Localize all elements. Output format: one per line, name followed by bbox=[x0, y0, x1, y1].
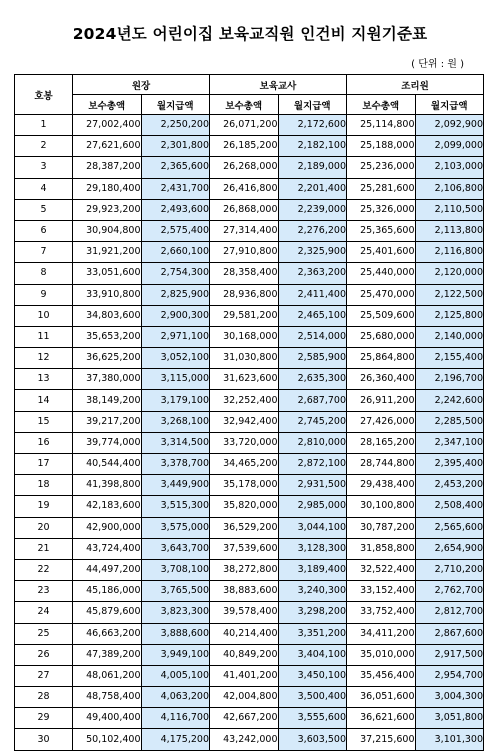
director-total-cell: 27,621,600 bbox=[73, 136, 142, 157]
director-total-cell: 42,183,600 bbox=[73, 496, 142, 517]
step-cell: 17 bbox=[15, 454, 73, 475]
teacher-monthly-cell: 3,189,400 bbox=[278, 559, 347, 580]
teacher-total-cell: 37,539,600 bbox=[210, 538, 279, 559]
director-total-cell: 30,904,800 bbox=[73, 220, 142, 241]
cook-total-cell: 25,236,000 bbox=[347, 157, 416, 178]
sub-header-monthly: 월지급액 bbox=[141, 95, 210, 115]
cook-monthly-cell: 2,710,200 bbox=[415, 559, 484, 580]
step-cell: 20 bbox=[15, 517, 73, 538]
cook-total-cell: 37,215,600 bbox=[347, 729, 416, 750]
director-monthly-cell: 2,301,800 bbox=[141, 136, 210, 157]
cook-total-cell: 30,100,800 bbox=[347, 496, 416, 517]
table-row bbox=[15, 602, 484, 623]
table-body bbox=[15, 115, 484, 751]
step-cell: 23 bbox=[15, 581, 73, 602]
cook-total-cell: 25,114,800 bbox=[347, 115, 416, 136]
cook-monthly-cell: 2,103,000 bbox=[415, 157, 484, 178]
director-monthly-cell: 3,115,000 bbox=[141, 369, 210, 390]
teacher-monthly-cell: 2,182,100 bbox=[278, 136, 347, 157]
sub-header-total: 보수총액 bbox=[73, 95, 142, 115]
director-total-cell: 50,102,400 bbox=[73, 729, 142, 750]
director-monthly-cell: 3,268,100 bbox=[141, 411, 210, 432]
teacher-total-cell: 31,030,800 bbox=[210, 348, 279, 369]
director-total-cell: 31,921,200 bbox=[73, 242, 142, 263]
cook-total-cell: 25,365,600 bbox=[347, 220, 416, 241]
step-cell: 26 bbox=[15, 644, 73, 665]
cook-total-cell: 26,911,200 bbox=[347, 390, 416, 411]
teacher-monthly-cell: 3,404,100 bbox=[278, 644, 347, 665]
table-row bbox=[15, 708, 484, 729]
step-cell: 15 bbox=[15, 411, 73, 432]
step-header: 호봉 bbox=[15, 75, 73, 115]
table-row bbox=[15, 665, 484, 686]
cook-monthly-cell: 2,196,700 bbox=[415, 369, 484, 390]
cook-total-cell: 30,787,200 bbox=[347, 517, 416, 538]
table-row bbox=[15, 581, 484, 602]
director-total-cell: 41,398,800 bbox=[73, 475, 142, 496]
cook-monthly-cell: 2,453,200 bbox=[415, 475, 484, 496]
teacher-total-cell: 26,185,200 bbox=[210, 136, 279, 157]
step-cell: 25 bbox=[15, 623, 73, 644]
director-total-cell: 45,879,600 bbox=[73, 602, 142, 623]
unit-label: ( 단위 : 원 ) bbox=[411, 59, 464, 70]
step-cell: 3 bbox=[15, 157, 73, 178]
director-monthly-cell: 3,314,500 bbox=[141, 432, 210, 453]
teacher-total-cell: 42,667,200 bbox=[210, 708, 279, 729]
step-cell: 28 bbox=[15, 687, 73, 708]
group-header-director: 원장 bbox=[73, 75, 210, 95]
cook-monthly-cell: 2,917,500 bbox=[415, 644, 484, 665]
step-cell: 7 bbox=[15, 242, 73, 263]
teacher-monthly-cell: 2,276,200 bbox=[278, 220, 347, 241]
cook-total-cell: 35,456,400 bbox=[347, 665, 416, 686]
director-total-cell: 27,002,400 bbox=[73, 115, 142, 136]
table-row bbox=[15, 729, 484, 750]
teacher-monthly-cell: 3,351,200 bbox=[278, 623, 347, 644]
teacher-monthly-cell: 2,810,000 bbox=[278, 432, 347, 453]
step-cell: 19 bbox=[15, 496, 73, 517]
director-total-cell: 29,180,400 bbox=[73, 178, 142, 199]
cook-monthly-cell: 2,116,800 bbox=[415, 242, 484, 263]
cook-monthly-cell: 2,954,700 bbox=[415, 665, 484, 686]
cook-monthly-cell: 3,051,800 bbox=[415, 708, 484, 729]
teacher-monthly-cell: 3,298,200 bbox=[278, 602, 347, 623]
table-row bbox=[15, 687, 484, 708]
table-row bbox=[15, 538, 484, 559]
step-cell: 18 bbox=[15, 475, 73, 496]
teacher-total-cell: 32,252,400 bbox=[210, 390, 279, 411]
director-total-cell: 29,923,200 bbox=[73, 199, 142, 220]
director-monthly-cell: 2,575,400 bbox=[141, 220, 210, 241]
cook-total-cell: 25,188,000 bbox=[347, 136, 416, 157]
cook-total-cell: 25,680,000 bbox=[347, 326, 416, 347]
teacher-monthly-cell: 2,931,500 bbox=[278, 475, 347, 496]
salary-table bbox=[14, 74, 484, 751]
cook-total-cell: 25,281,600 bbox=[347, 178, 416, 199]
teacher-monthly-cell: 3,500,400 bbox=[278, 687, 347, 708]
teacher-total-cell: 43,242,000 bbox=[210, 729, 279, 750]
director-monthly-cell: 4,063,200 bbox=[141, 687, 210, 708]
step-cell: 21 bbox=[15, 538, 73, 559]
teacher-total-cell: 42,004,800 bbox=[210, 687, 279, 708]
cook-total-cell: 25,326,000 bbox=[347, 199, 416, 220]
teacher-monthly-cell: 3,555,600 bbox=[278, 708, 347, 729]
cook-monthly-cell: 2,762,700 bbox=[415, 581, 484, 602]
table-row bbox=[15, 475, 484, 496]
cook-total-cell: 25,864,800 bbox=[347, 348, 416, 369]
teacher-monthly-cell: 2,585,900 bbox=[278, 348, 347, 369]
director-monthly-cell: 3,765,500 bbox=[141, 581, 210, 602]
cook-total-cell: 33,152,400 bbox=[347, 581, 416, 602]
teacher-monthly-cell: 3,603,500 bbox=[278, 729, 347, 750]
teacher-total-cell: 35,178,000 bbox=[210, 475, 279, 496]
director-total-cell: 48,758,400 bbox=[73, 687, 142, 708]
director-monthly-cell: 2,493,600 bbox=[141, 199, 210, 220]
director-monthly-cell: 3,515,300 bbox=[141, 496, 210, 517]
sub-header-total: 보수총액 bbox=[347, 95, 416, 115]
cook-monthly-cell: 2,125,800 bbox=[415, 305, 484, 326]
group-header-row bbox=[15, 75, 484, 95]
cook-monthly-cell: 2,242,600 bbox=[415, 390, 484, 411]
cook-monthly-cell: 2,092,900 bbox=[415, 115, 484, 136]
cook-monthly-cell: 2,347,100 bbox=[415, 432, 484, 453]
director-monthly-cell: 2,825,900 bbox=[141, 284, 210, 305]
table-row bbox=[15, 178, 484, 199]
director-total-cell: 45,186,000 bbox=[73, 581, 142, 602]
teacher-monthly-cell: 2,201,400 bbox=[278, 178, 347, 199]
director-monthly-cell: 2,660,100 bbox=[141, 242, 210, 263]
teacher-total-cell: 35,820,000 bbox=[210, 496, 279, 517]
teacher-total-cell: 27,314,400 bbox=[210, 220, 279, 241]
table-row bbox=[15, 242, 484, 263]
director-total-cell: 35,653,200 bbox=[73, 326, 142, 347]
director-total-cell: 33,910,800 bbox=[73, 284, 142, 305]
step-cell: 14 bbox=[15, 390, 73, 411]
table-row bbox=[15, 348, 484, 369]
teacher-total-cell: 38,883,600 bbox=[210, 581, 279, 602]
table-row bbox=[15, 263, 484, 284]
teacher-total-cell: 26,868,000 bbox=[210, 199, 279, 220]
teacher-monthly-cell: 3,128,300 bbox=[278, 538, 347, 559]
table-row bbox=[15, 157, 484, 178]
step-cell: 29 bbox=[15, 708, 73, 729]
director-monthly-cell: 2,431,700 bbox=[141, 178, 210, 199]
teacher-total-cell: 34,465,200 bbox=[210, 454, 279, 475]
group-header-cook: 조리원 bbox=[347, 75, 484, 95]
sub-header-row bbox=[15, 95, 484, 115]
director-monthly-cell: 2,365,600 bbox=[141, 157, 210, 178]
director-monthly-cell: 4,005,100 bbox=[141, 665, 210, 686]
table-row bbox=[15, 326, 484, 347]
teacher-monthly-cell: 2,363,200 bbox=[278, 263, 347, 284]
director-total-cell: 44,497,200 bbox=[73, 559, 142, 580]
director-monthly-cell: 4,116,700 bbox=[141, 708, 210, 729]
cook-total-cell: 34,411,200 bbox=[347, 623, 416, 644]
director-monthly-cell: 2,250,200 bbox=[141, 115, 210, 136]
teacher-monthly-cell: 2,189,000 bbox=[278, 157, 347, 178]
director-total-cell: 39,217,200 bbox=[73, 411, 142, 432]
step-cell: 16 bbox=[15, 432, 73, 453]
teacher-total-cell: 33,720,000 bbox=[210, 432, 279, 453]
teacher-total-cell: 30,168,000 bbox=[210, 326, 279, 347]
step-cell: 5 bbox=[15, 199, 73, 220]
teacher-monthly-cell: 2,635,300 bbox=[278, 369, 347, 390]
cook-monthly-cell: 2,395,400 bbox=[415, 454, 484, 475]
cook-total-cell: 36,621,600 bbox=[347, 708, 416, 729]
teacher-total-cell: 36,529,200 bbox=[210, 517, 279, 538]
cook-total-cell: 25,470,000 bbox=[347, 284, 416, 305]
cook-total-cell: 26,360,400 bbox=[347, 369, 416, 390]
table-row bbox=[15, 305, 484, 326]
cook-monthly-cell: 2,099,000 bbox=[415, 136, 484, 157]
step-cell: 2 bbox=[15, 136, 73, 157]
cook-monthly-cell: 2,110,500 bbox=[415, 199, 484, 220]
cook-monthly-cell: 2,654,900 bbox=[415, 538, 484, 559]
step-cell: 9 bbox=[15, 284, 73, 305]
director-monthly-cell: 3,949,100 bbox=[141, 644, 210, 665]
cook-total-cell: 25,509,600 bbox=[347, 305, 416, 326]
cook-total-cell: 35,010,000 bbox=[347, 644, 416, 665]
teacher-total-cell: 40,849,200 bbox=[210, 644, 279, 665]
table-row bbox=[15, 496, 484, 517]
step-cell: 22 bbox=[15, 559, 73, 580]
cook-monthly-cell: 2,122,500 bbox=[415, 284, 484, 305]
director-total-cell: 48,061,200 bbox=[73, 665, 142, 686]
director-total-cell: 49,400,400 bbox=[73, 708, 142, 729]
teacher-monthly-cell: 3,240,300 bbox=[278, 581, 347, 602]
cook-monthly-cell: 2,120,000 bbox=[415, 263, 484, 284]
cook-monthly-cell: 2,155,400 bbox=[415, 348, 484, 369]
teacher-monthly-cell: 2,514,000 bbox=[278, 326, 347, 347]
cook-monthly-cell: 3,004,300 bbox=[415, 687, 484, 708]
cook-monthly-cell: 2,508,400 bbox=[415, 496, 484, 517]
teacher-monthly-cell: 2,465,100 bbox=[278, 305, 347, 326]
table-row bbox=[15, 115, 484, 136]
table-row bbox=[15, 623, 484, 644]
director-total-cell: 43,724,400 bbox=[73, 538, 142, 559]
sub-header-total: 보수총액 bbox=[210, 95, 279, 115]
cook-monthly-cell: 2,285,500 bbox=[415, 411, 484, 432]
director-total-cell: 47,389,200 bbox=[73, 644, 142, 665]
teacher-total-cell: 40,214,400 bbox=[210, 623, 279, 644]
teacher-monthly-cell: 2,985,000 bbox=[278, 496, 347, 517]
table-row bbox=[15, 454, 484, 475]
step-cell: 13 bbox=[15, 369, 73, 390]
table-row bbox=[15, 644, 484, 665]
teacher-total-cell: 26,416,800 bbox=[210, 178, 279, 199]
teacher-monthly-cell: 2,239,000 bbox=[278, 199, 347, 220]
cook-monthly-cell: 2,812,700 bbox=[415, 602, 484, 623]
group-header-teacher: 보육교사 bbox=[210, 75, 347, 95]
director-monthly-cell: 3,643,700 bbox=[141, 538, 210, 559]
table-row bbox=[15, 390, 484, 411]
teacher-monthly-cell: 2,872,100 bbox=[278, 454, 347, 475]
director-total-cell: 37,380,000 bbox=[73, 369, 142, 390]
table-row bbox=[15, 220, 484, 241]
cook-total-cell: 28,165,200 bbox=[347, 432, 416, 453]
step-cell: 11 bbox=[15, 326, 73, 347]
table-row bbox=[15, 369, 484, 390]
teacher-total-cell: 41,401,200 bbox=[210, 665, 279, 686]
cook-total-cell: 32,522,400 bbox=[347, 559, 416, 580]
teacher-monthly-cell: 2,172,600 bbox=[278, 115, 347, 136]
cook-monthly-cell: 2,867,600 bbox=[415, 623, 484, 644]
step-cell: 24 bbox=[15, 602, 73, 623]
table-row bbox=[15, 411, 484, 432]
teacher-monthly-cell: 2,325,900 bbox=[278, 242, 347, 263]
director-total-cell: 36,625,200 bbox=[73, 348, 142, 369]
step-cell: 27 bbox=[15, 665, 73, 686]
director-monthly-cell: 2,900,300 bbox=[141, 305, 210, 326]
sub-header-monthly: 월지급액 bbox=[278, 95, 347, 115]
teacher-total-cell: 39,578,400 bbox=[210, 602, 279, 623]
teacher-total-cell: 28,936,800 bbox=[210, 284, 279, 305]
cook-total-cell: 36,051,600 bbox=[347, 687, 416, 708]
step-cell: 4 bbox=[15, 178, 73, 199]
cook-total-cell: 31,858,800 bbox=[347, 538, 416, 559]
step-cell: 12 bbox=[15, 348, 73, 369]
step-cell: 30 bbox=[15, 729, 73, 750]
teacher-total-cell: 28,358,400 bbox=[210, 263, 279, 284]
director-monthly-cell: 3,179,100 bbox=[141, 390, 210, 411]
director-total-cell: 46,663,200 bbox=[73, 623, 142, 644]
director-total-cell: 38,149,200 bbox=[73, 390, 142, 411]
table-row bbox=[15, 559, 484, 580]
cook-monthly-cell: 2,140,000 bbox=[415, 326, 484, 347]
director-total-cell: 34,803,600 bbox=[73, 305, 142, 326]
table-row bbox=[15, 517, 484, 538]
director-total-cell: 42,900,000 bbox=[73, 517, 142, 538]
director-monthly-cell: 3,575,000 bbox=[141, 517, 210, 538]
director-total-cell: 40,544,400 bbox=[73, 454, 142, 475]
director-total-cell: 39,774,000 bbox=[73, 432, 142, 453]
director-monthly-cell: 3,449,900 bbox=[141, 475, 210, 496]
cook-monthly-cell: 2,106,800 bbox=[415, 178, 484, 199]
teacher-total-cell: 29,581,200 bbox=[210, 305, 279, 326]
teacher-monthly-cell: 3,450,100 bbox=[278, 665, 347, 686]
director-total-cell: 28,387,200 bbox=[73, 157, 142, 178]
director-monthly-cell: 3,378,700 bbox=[141, 454, 210, 475]
director-monthly-cell: 3,052,100 bbox=[141, 348, 210, 369]
step-cell: 6 bbox=[15, 220, 73, 241]
director-monthly-cell: 3,708,100 bbox=[141, 559, 210, 580]
director-monthly-cell: 3,823,300 bbox=[141, 602, 210, 623]
cook-total-cell: 27,426,000 bbox=[347, 411, 416, 432]
cook-total-cell: 25,440,000 bbox=[347, 263, 416, 284]
cook-monthly-cell: 2,565,600 bbox=[415, 517, 484, 538]
cook-total-cell: 29,438,400 bbox=[347, 475, 416, 496]
teacher-total-cell: 26,268,000 bbox=[210, 157, 279, 178]
table-row bbox=[15, 136, 484, 157]
table-row bbox=[15, 199, 484, 220]
teacher-total-cell: 27,910,800 bbox=[210, 242, 279, 263]
director-monthly-cell: 2,754,300 bbox=[141, 263, 210, 284]
teacher-monthly-cell: 2,745,200 bbox=[278, 411, 347, 432]
director-monthly-cell: 4,175,200 bbox=[141, 729, 210, 750]
cook-monthly-cell: 2,113,800 bbox=[415, 220, 484, 241]
step-cell: 8 bbox=[15, 263, 73, 284]
table-row bbox=[15, 284, 484, 305]
director-monthly-cell: 3,888,600 bbox=[141, 623, 210, 644]
document-title: 2024년도 어린이집 보육교직원 인건비 지원기준표 bbox=[72, 25, 428, 43]
teacher-total-cell: 38,272,800 bbox=[210, 559, 279, 580]
teacher-monthly-cell: 2,411,400 bbox=[278, 284, 347, 305]
teacher-total-cell: 31,623,600 bbox=[210, 369, 279, 390]
step-cell: 1 bbox=[15, 115, 73, 136]
sub-header-monthly: 월지급액 bbox=[415, 95, 484, 115]
teacher-monthly-cell: 3,044,100 bbox=[278, 517, 347, 538]
cook-total-cell: 33,752,400 bbox=[347, 602, 416, 623]
teacher-total-cell: 32,942,400 bbox=[210, 411, 279, 432]
teacher-monthly-cell: 2,687,700 bbox=[278, 390, 347, 411]
table-row bbox=[15, 432, 484, 453]
step-cell: 10 bbox=[15, 305, 73, 326]
director-total-cell: 33,051,600 bbox=[73, 263, 142, 284]
teacher-total-cell: 26,071,200 bbox=[210, 115, 279, 136]
cook-monthly-cell: 3,101,300 bbox=[415, 729, 484, 750]
cook-total-cell: 28,744,800 bbox=[347, 454, 416, 475]
cook-total-cell: 25,401,600 bbox=[347, 242, 416, 263]
director-monthly-cell: 2,971,100 bbox=[141, 326, 210, 347]
